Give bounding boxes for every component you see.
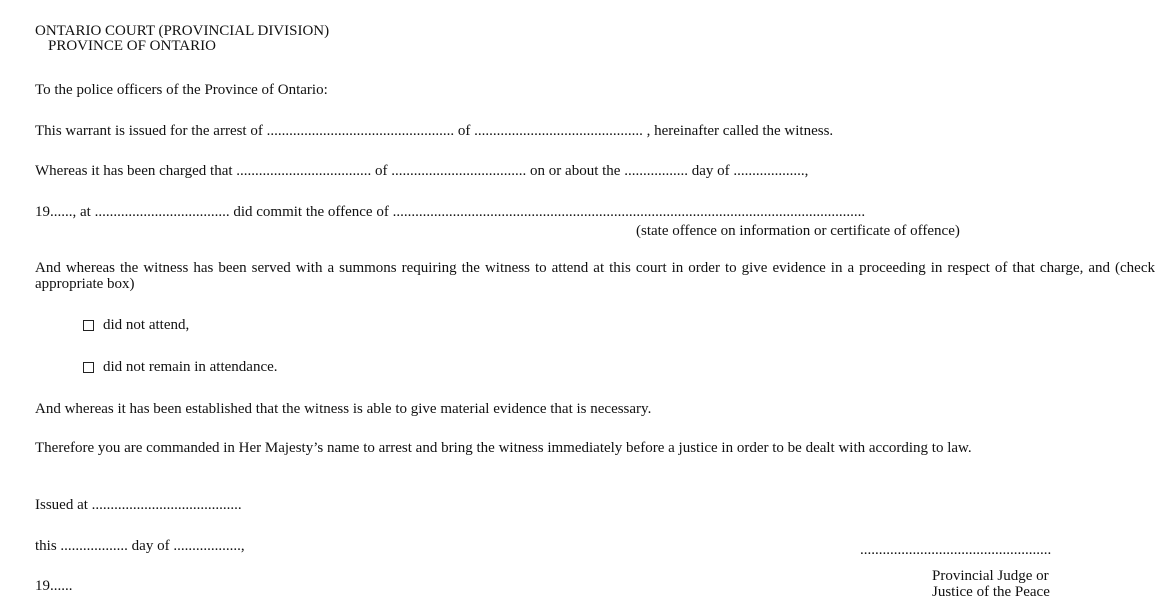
evidence-line: And whereas it has been established that the witness is able to give material evidence that is necessary. <box>35 401 652 417</box>
checkbox-did-not-attend[interactable] <box>83 320 94 331</box>
issued-date-line: this .................. day of .................., <box>35 538 245 554</box>
court-title: ONTARIO COURT (PROVINCIAL DIVISION) <box>35 23 330 39</box>
issued-year-line: 19...... <box>35 578 73 594</box>
summons-paragraph: And whereas the witness has been served with a summons requiring the witness to attend at this court in order to give evidence in a proceeding in respect of that charge, and (check appropriate box) <box>35 260 1155 292</box>
checkbox-label-did-not-remain: did not remain in attendance. <box>103 359 278 375</box>
signature-title-2: Justice of the Peace <box>932 584 1050 600</box>
command-paragraph: Therefore you are commanded in Her Majesty’s name to arrest and bring the witness immediately before a justice in order to be dealt with according to law. <box>35 440 972 456</box>
province-title: PROVINCE OF ONTARIO <box>48 38 216 54</box>
warrant-line: This warrant is issued for the arrest of .................................................. of ............................................. , hereinafter called the witness. <box>35 123 834 139</box>
charge-line-1: Whereas it has been charged that .................................... of .................................... on or about the ................. day of ..................., <box>35 163 809 179</box>
signature-line: ................................................... <box>860 542 1052 558</box>
address-line: To the police officers of the Province of Ontario: <box>35 82 328 98</box>
offence-note: (state offence on information or certificate of offence) <box>636 223 960 239</box>
charge-line-2: 19......, at .................................... did commit the offence of .............................................................................................................................. <box>35 204 866 220</box>
checkbox-label-did-not-attend: did not attend, <box>103 317 190 333</box>
checkbox-did-not-remain[interactable] <box>83 362 94 373</box>
signature-title-1: Provincial Judge or <box>932 568 1049 584</box>
issued-at-line: Issued at ........................................ <box>35 497 242 513</box>
